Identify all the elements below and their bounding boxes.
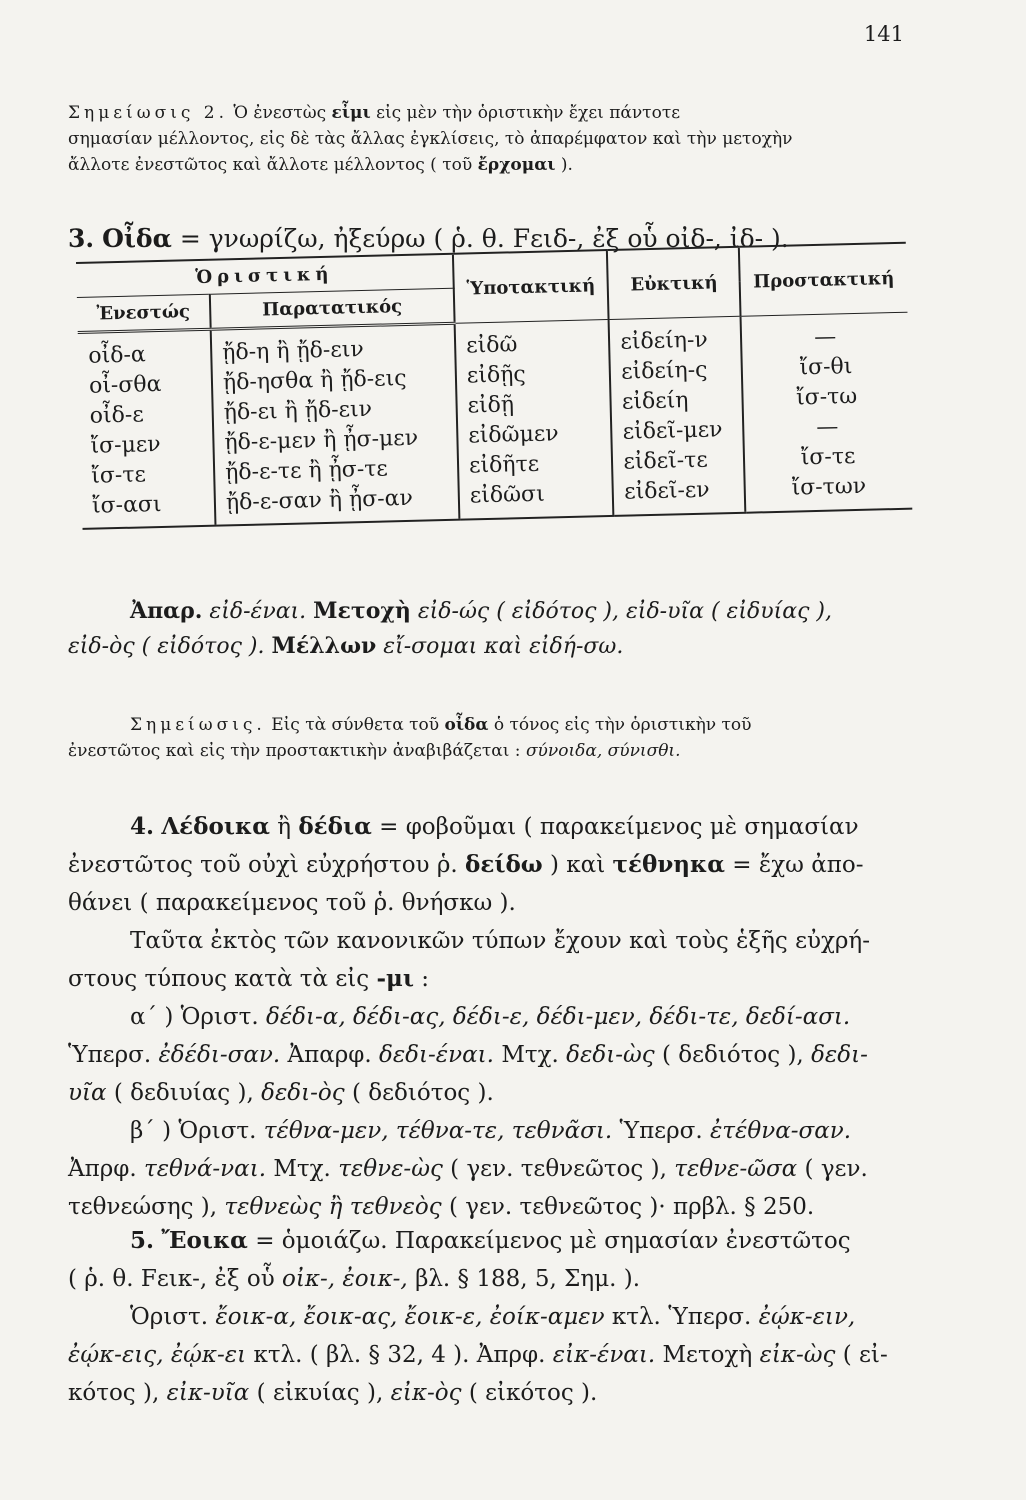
column-prostaktiki	[741, 312, 913, 513]
conjugation-table	[76, 242, 912, 530]
alpha-neut-gen: ( δεδιότος ).	[351, 1080, 494, 1106]
section-5-text: βλ. § 188, 5, Σημ. ).	[415, 1266, 641, 1292]
section-5-metoxi-label: Μετοχὴ	[662, 1342, 753, 1368]
table-cell: ἴσ-ασι	[91, 491, 162, 519]
section-5-orist-label: Ὁριστ.	[130, 1304, 209, 1330]
section-5-ypers-forms: ἐῴκ-εις, ἐῴκ-ει	[68, 1342, 247, 1368]
section-4-headword-1: Λέδοικα	[161, 813, 270, 840]
section-5-metoxi-form: εἰκ-ὼς	[759, 1342, 836, 1368]
beta-ypers-form: ἐτέθνα-σαν.	[709, 1118, 852, 1144]
table-cell: ᾔδ-ησθα ἢ ᾔδ-εις	[222, 365, 407, 396]
section-4-text: ἐνεστῶτος τοῦ οὐχὶ εὐχρήστου ῥ.	[68, 852, 458, 878]
section-5-fem-gen: ( εἰκυίας ),	[256, 1380, 384, 1406]
note-2-text: ἐνεστῶτος καὶ εἰς τὴν προστακτικὴν ἀναβιβάζεται :	[68, 741, 521, 761]
beta-fem: τεθνε-ῶσα	[674, 1156, 798, 1182]
beta-aprf-form: τεθνά-ναι.	[143, 1156, 267, 1182]
metoxi-label: Μετοχὴ	[313, 598, 411, 624]
section-5-text: ( ῥ. θ. Fεικ-, ἐξ οὗ	[68, 1266, 275, 1292]
section-5-neut: εἰκ-ὸς	[390, 1380, 462, 1406]
table-cell: ᾔδ-ε-τε ἢ ᾖσ-τε	[224, 456, 389, 486]
section-5-ypers-form: ἐῴκ-ειν,	[758, 1304, 856, 1330]
section-5-aprf-label: Ἀπρφ.	[476, 1342, 546, 1368]
beta-neut-gen: ( γεν. τεθνεῶτος )· πρβλ. § 250.	[448, 1194, 815, 1220]
section-3-headword: Οἶδα	[102, 224, 172, 253]
section-4-text: :	[421, 966, 430, 992]
section-5-aprf-form: εἰκ-έναι.	[552, 1342, 656, 1368]
section-5-orist-forms: ἔοικ-α, ἔοικ-ας, ἔοικ-ε, ἐοίκ-αμεν	[215, 1304, 605, 1330]
note-2-label: Σημείωσις.	[130, 715, 266, 735]
table-cell: εἰδῶσι	[469, 481, 545, 509]
column-ypotaktiki	[455, 319, 614, 519]
note-2-oida: οἶδα	[444, 715, 489, 735]
section-4-number: 4.	[130, 813, 155, 840]
section-4-text: = ἔχω ἀπο-	[732, 852, 864, 878]
aparemfato-form: εἰδ-έναι.	[209, 599, 307, 624]
table-cell: εἰδείη-ν	[620, 327, 709, 355]
table-cell: ἴσ-των	[791, 473, 867, 501]
section-5-gen-end: κότος ),	[68, 1380, 160, 1406]
column-enestos	[78, 329, 216, 529]
section-5-fem: εἰκ-υῖα	[166, 1380, 250, 1406]
alpha-fem-gen: ( δεδιυίας ),	[113, 1080, 254, 1106]
section-4-or: ἢ	[277, 814, 291, 840]
table-cell: εἰδεῖ-μεν	[622, 417, 723, 445]
table-cell: οἶδ-α	[88, 342, 147, 369]
note-2	[68, 712, 938, 764]
table-cell: εἰδῇ	[467, 392, 515, 419]
table-cell: ἴσ-θι	[799, 354, 853, 381]
aparemfato-label: Ἀπαρ.	[130, 598, 203, 624]
table-cell: ἴσ-τε	[800, 444, 856, 471]
alpha-aprf-label: Ἀπαρφ.	[287, 1042, 372, 1068]
table-cell: —	[813, 324, 837, 350]
table-cell: εἰδεῖ-εν	[623, 477, 710, 505]
column-paratatikos	[211, 323, 460, 525]
beta-ypers-label: Ὑπερσ.	[619, 1118, 703, 1144]
note-2-text: Εἰς τὰ σύνθετα τοῦ	[271, 715, 440, 735]
table-cell: οἶ-σθα	[88, 371, 162, 399]
section-5-ref: κτλ. ( βλ. § 32, 4 ).	[253, 1342, 470, 1368]
section-4-text: στους τύπους κατὰ τὰ εἰς	[68, 966, 370, 992]
metoxi-neuter: εἰδ-ὸς ( εἰδότος ).	[68, 634, 265, 659]
header-enestos: Ἐνεστώς	[77, 294, 211, 332]
section-3-number: 3.	[68, 224, 95, 253]
header-efktiki: Εὐκτική	[607, 247, 740, 320]
header-oristiki: Ὁριστική	[76, 254, 454, 298]
header-paratatikos: Παρατατικός	[210, 288, 455, 329]
header-ypotaktiki: Ὑποτακτική	[453, 250, 609, 323]
alpha-ypers-form: ἐδέδι-σαν.	[158, 1042, 281, 1068]
alpha-forms: δέδι-α, δέδι-ας, δέδι-ε, δέδι-μεν, δέδι-τε, δεδί-ασι.	[265, 1004, 851, 1030]
section-4-line-4: Ταῦτα ἐκτὸς τῶν κανονικῶν τύπων ἔχουν καὶ τοὺς ἑξῆς εὐχρή-	[130, 928, 870, 954]
column-efktiki	[609, 316, 746, 516]
section-5-number: 5.	[130, 1227, 155, 1254]
note-2-text: ὁ τόνος εἰς τὴν ὁριστικὴν τοῦ	[493, 715, 752, 735]
table-cell: εἰδῶμεν	[468, 421, 559, 449]
alpha-aprf-form: δεδι-έναι.	[378, 1042, 494, 1068]
table-cell: ἴσ-τω	[795, 383, 858, 411]
alpha-label: α΄ ) Ὁριστ.	[130, 1004, 259, 1030]
section-5-roots: οἰκ-, ἐοικ-,	[282, 1266, 408, 1292]
alpha-ypers-label: Ὑπερσ.	[68, 1042, 152, 1068]
section-4-text: = φοβοῦμαι ( παρακείμενος μὲ σημασίαν	[379, 814, 859, 840]
beta-mtx-label: Μτχ.	[273, 1156, 331, 1182]
beta-neut: τεθνεὼς ἢ τεθνεὸς	[224, 1194, 442, 1220]
note-1-text: ἄλλοτε ἐνεστῶτος καὶ ἄλλοτε μέλλοντος ( τοῦ	[68, 155, 473, 175]
section-5-headword: Ἔοικα	[161, 1227, 248, 1254]
table-cell: ᾔδ-ε-μεν ἢ ᾖσ-μεν	[224, 425, 419, 456]
metoxi-forms: εἰδ-ώς ( εἰδότος ), εἰδ-υῖα ( εἰδυίας ),	[417, 599, 832, 624]
beta-gen: ( γεν. τεθνεῶτος ),	[450, 1156, 667, 1182]
section-5-neut-gen: ( εἰκότος ).	[468, 1380, 598, 1406]
note-1-erchomai: ἔρχομαι	[477, 155, 556, 175]
section-4-deido: δείδω	[465, 851, 543, 878]
header-prostaktiki: Προστακτική	[739, 243, 907, 317]
alpha-fem: δεδι-	[811, 1042, 868, 1068]
table-cell: εἰδείη-ς	[620, 357, 708, 385]
beta-fem-gen-end: τεθνεώσης ),	[68, 1194, 218, 1220]
note-1-text: Ὁ ἐνεστὼς	[233, 103, 327, 123]
alpha-mtx-form: δεδι-ὼς	[566, 1042, 655, 1068]
beta-label: β΄ ) Ὁριστ.	[130, 1118, 257, 1144]
section-4-text: ) καὶ	[550, 852, 606, 878]
table-cell: ᾔδ-η ἢ ᾔδ-ειν	[221, 337, 364, 366]
page-number: 141	[863, 22, 904, 46]
beta-aprf-label: Ἀπρφ.	[68, 1156, 137, 1182]
note-1-eimi: εἶμι	[331, 103, 371, 123]
table-cell: ᾔδ-ει ἢ ᾔδ-ειν	[223, 396, 373, 426]
table-cell: —	[816, 414, 839, 440]
table-cell: εἰδεῖ-τε	[623, 447, 709, 475]
alpha-mtx-label: Μτχ.	[501, 1042, 559, 1068]
section-3-definition: = γνωρίζω, ἠξεύρω ( ῥ. θ. Fειδ-, ἐξ οὗ οἰδ-, ἰδ- ).	[179, 224, 789, 253]
alpha-fem-end: υῖα	[68, 1080, 107, 1106]
table-cell: εἰδῆτε	[468, 451, 540, 479]
note-1-line-2: σημασίαν μέλλοντος, εἰς δὲ τὰς ἄλλας ἐγκλίσεις, τὸ ἀπαρέμφατον καὶ τὴν μετοχὴν	[68, 129, 793, 149]
table-cell: εἰδείη	[621, 388, 689, 415]
section-4-mi: -μι	[376, 965, 414, 992]
section-4-tethnika: τέθνηκα	[612, 851, 725, 878]
table-cell: ᾔδ-ε-σαν ἢ ᾖσ-αν	[225, 485, 414, 516]
table-cell: εἰδῇς	[466, 362, 526, 389]
table-cell: οἶδ-ε	[89, 402, 145, 429]
mellon-label: Μέλλων	[271, 633, 377, 659]
infinitive-participle	[68, 594, 938, 664]
table-cell: ἴσ-μεν	[90, 431, 161, 459]
beta-mtx-form: τεθνε-ὼς	[338, 1156, 443, 1182]
section-5-text: = ὁμοιάζω. Παρακείμενος μὲ σημασίαν ἐνεστῶτος	[255, 1228, 851, 1254]
section-4-line-3: θάνει ( παρακείμενος τοῦ ῥ. θνήσκω ).	[68, 890, 516, 916]
note-1-label: Σημείωσις 2.	[68, 103, 229, 123]
beta-forms: τέθνα-μεν, τέθνα-τε, τεθνᾶσι.	[263, 1118, 613, 1144]
alpha-neut: δεδι-ὸς	[261, 1080, 345, 1106]
section-5-ypers-label: Ὑπερσ.	[668, 1304, 752, 1330]
alpha-gen: ( δεδιότος ),	[661, 1042, 804, 1068]
section-5-gen: ( εἰ-	[842, 1342, 888, 1368]
note-1	[68, 100, 938, 178]
note-1-text: ).	[560, 155, 573, 175]
section-4-headword-2: δέδια	[298, 813, 372, 840]
beta-fem-gen: ( γεν.	[804, 1156, 868, 1182]
table-cell: ἴσ-τε	[90, 462, 147, 489]
section-5-ktl: κτλ.	[611, 1304, 661, 1330]
section-4	[68, 808, 938, 1226]
mellon-forms: εἴ-σομαι καὶ εἰδή-σω.	[383, 634, 624, 659]
table-cell: εἰδῶ	[465, 332, 518, 359]
note-1-text: εἰς μὲν τὴν ὁριστικὴν ἔχει πάντοτε	[376, 103, 681, 123]
note-2-examples: σύνοιδα, σύνισθι.	[525, 741, 681, 761]
section-5	[68, 1222, 938, 1412]
